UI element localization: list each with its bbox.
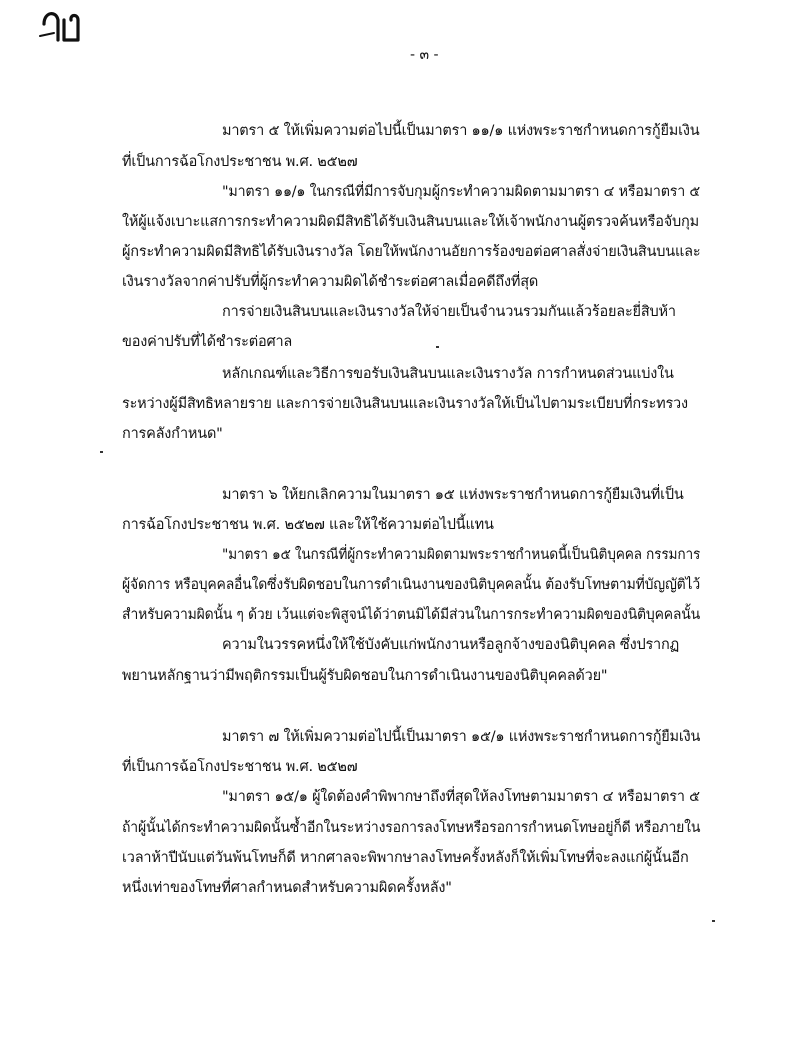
scan-speck — [436, 346, 439, 348]
text-line: ของค่าปรับที่ได้ชำระต่อศาล — [122, 334, 293, 350]
text-line: ความในวรรคหนึ่งให้ใช้บังคับแก่พนักงานหรือลูกจ้างของนิติบุคคล ซึ่งปรากฏ — [222, 637, 680, 653]
text-line: ระหว่างผู้มีสิทธิหลายราย และการจ่ายเงินสินบนและเงินรางวัลให้เป็นไปตามระเบียบที่กระทรวง — [122, 396, 688, 412]
text-line: ผู้จัดการ หรือบุคคลอื่นใดซึ่งรับผิดชอบในการดำเนินงานของนิติบุคคลนั้น ต้องรับโทษตามที่บัญญัติไว้ — [122, 577, 701, 593]
text-line: "มาตรา ๑๕/๑ ผู้ใดต้องคำพิพากษาถึงที่สุดให้ลงโทษตามมาตรา ๔ หรือมาตรา ๕ — [222, 789, 700, 805]
text-line: ที่เป็นการฉ้อโกงประชาชน พ.ศ. ๒๕๒๗ — [122, 759, 358, 775]
text-line: ผู้กระทำความผิดมีสิทธิได้รับเงินรางวัล โดยให้พนักงานอัยการร้องขอต่อศาลสั่งจ่ายเงินสินบนและ — [122, 244, 701, 260]
text-line: ที่เป็นการฉ้อโกงประชาชน พ.ศ. ๒๕๒๗ — [122, 154, 358, 170]
text-line: เวลาห้าปีนับแต่วันพ้นโทษก็ดี หากศาลจะพิพากษาลงโทษครั้งหลังก็ให้เพิ่มโทษที่จะลงแก่ผู้นั้นอีก — [122, 850, 689, 866]
text-line: สำหรับความผิดนั้น ๆ ด้วย เว้นแต่จะพิสูจน์ได้ว่าตนมิได้มีส่วนในการกระทำความผิดของนิติบุคคลนั้น — [122, 607, 700, 623]
text-line: มาตรา ๕ ให้เพิ่มความต่อไปนี้เป็นมาตรา ๑๑/๑ แห่งพระราชกำหนดการกู้ยืมเงิน — [222, 123, 700, 139]
text-line: ให้ผู้แจ้งเบาะแสการกระทำความผิดมีสิทธิได้รับเงินสินบนและให้เจ้าพนักงานผู้ตรวจค้นหรือจับกุม — [122, 214, 699, 230]
text-line: การจ่ายเงินสินบนและเงินรางวัลให้จ่ายเป็นจำนวนรวมกันแล้วร้อยละยี่สิบห้า — [222, 304, 676, 320]
text-line: "มาตรา ๑๕ ในกรณีที่ผู้กระทำความผิดตามพระราชกำหนดนี้เป็นนิติบุคคล กรรมการ — [222, 547, 701, 563]
scan-speck — [712, 920, 715, 922]
text-line: มาตรา ๗ ให้เพิ่มความต่อไปนี้เป็นมาตรา ๑๕/๑ แห่งพระราชกำหนดการกู้ยืมเงิน — [222, 729, 701, 745]
text-line: "มาตรา ๑๑/๑ ในกรณีที่มีการจับกุมผู้กระทำความผิดตามมาตรา ๔ หรือมาตรา ๕ — [222, 184, 700, 200]
handwritten-mark — [38, 6, 88, 46]
page-number: - ๓ - — [410, 47, 439, 63]
scan-speck — [100, 451, 103, 453]
text-line: การคลังกำหนด" — [122, 426, 223, 442]
text-line: ถ้าผู้นั้นได้กระทำความผิดนั้นซ้ำอีกในระหว่างรอการลงโทษหรือรอการกำหนดโทษอยู่ก็ดี หรือภายใน — [122, 820, 701, 836]
text-line: มาตรา ๖ ให้ยกเลิกความในมาตรา ๑๕ แห่งพระราชกำหนดการกู้ยืมเงินที่เป็น — [222, 487, 684, 503]
text-line: หลักเกณฑ์และวิธีการขอรับเงินสินบนและเงินรางวัล การกำหนดส่วนแบ่งใน — [222, 366, 674, 382]
text-line: พยานหลักฐานว่ามีพฤติกรรมเป็นผู้รับผิดชอบในการดำเนินงานของนิติบุคคลด้วย" — [122, 668, 608, 684]
text-line: เงินรางวัลจากค่าปรับที่ผู้กระทำความผิดได้ชำระต่อศาลเมื่อคดีถึงที่สุด — [122, 274, 539, 290]
text-line: การฉ้อโกงประชาชน พ.ศ. ๒๕๒๗ และให้ใช้ความต่อไปนี้แทน — [122, 517, 494, 533]
text-line: หนึ่งเท่าของโทษที่ศาลกำหนดสำหรับความผิดครั้งหลัง" — [122, 880, 452, 896]
